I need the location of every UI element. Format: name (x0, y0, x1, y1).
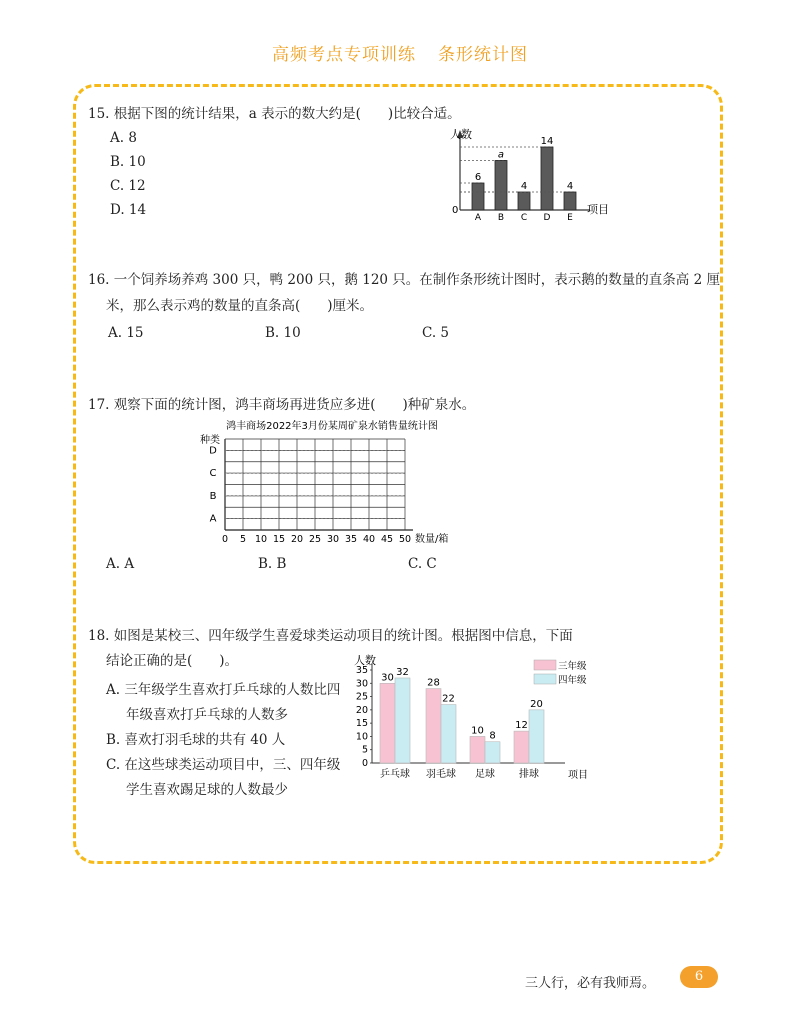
q15-x-tick: A (474, 213, 482, 221)
q17-x-tick: 50 (398, 534, 412, 545)
q18-bar-label: 10 (471, 725, 484, 737)
q18-legend-label: 三年级 (558, 661, 587, 672)
q16-option-a[interactable]: A. 15 (108, 325, 144, 341)
q18-ylabel: 人数 (354, 654, 376, 667)
q18-bar-grade4 (529, 710, 544, 763)
q15-x-tick: D (543, 213, 551, 221)
q15-bar-label: 4 (566, 181, 574, 192)
q15-x-tick: C (520, 213, 528, 221)
q15-xlabel: 项目 (587, 203, 609, 216)
q17-x-tick: 5 (239, 534, 247, 545)
q18-option-a-line2: 年级喜欢打乒乓球的人数多 (126, 707, 288, 723)
q18-legend-swatch (534, 660, 556, 670)
q17-x-tick: 0 (221, 534, 229, 545)
q18-x-tick: 乒乓球 (380, 769, 410, 780)
q18-bar-grade4 (441, 705, 456, 763)
q17-y-tick: C (209, 468, 217, 480)
q15-x-tick: E (567, 213, 573, 221)
q18-y-tick: 5 (361, 744, 368, 756)
q16-option-c[interactable]: C. 5 (422, 325, 450, 341)
q15-ylabel: 人数 (450, 128, 472, 141)
q15-bar-label: 14 (540, 136, 554, 147)
q18-legend-label: 四年级 (558, 675, 587, 686)
q17-option-b[interactable]: B. B (258, 556, 287, 572)
q18-option-c-line2: 学生喜欢踢足球的人数最少 (126, 782, 288, 798)
q18-bar-label: 28 (427, 677, 440, 689)
q17-option-c[interactable]: C. C (408, 556, 437, 572)
q15-x-tick: B (497, 213, 505, 221)
q18-bar-grade3 (380, 683, 395, 763)
q18-xlabel: 项目 (568, 770, 588, 781)
q18-legend-swatch (534, 674, 556, 684)
q18-option-a-line1[interactable]: A. 三年级学生喜欢打乒乓球的人数比四 (106, 682, 341, 698)
q15-option-b[interactable]: B. 10 (110, 154, 146, 170)
q17-y-tick: D (209, 445, 217, 457)
q17-chart-title: 鸿丰商场2022年3月份某周矿泉水销售量统计图 (226, 421, 438, 432)
q18-bar-grade4 (485, 742, 500, 763)
q18-bar-label: 12 (515, 720, 528, 732)
q18-stem-line2: 结论正确的是( )。 (106, 653, 239, 669)
q15-bar-E (564, 192, 576, 210)
q18-bar-label: 22 (442, 693, 455, 705)
q16-stem-line2: 米，那么表示鸡的数量的直条高( )厘米。 (106, 298, 374, 314)
q15-option-a[interactable]: A. 8 (110, 130, 137, 146)
q18-y-tick: 30 (355, 678, 368, 690)
q15-stem: 15. 根据下图的统计结果，a 表示的数大约是( )比较合适。 (88, 106, 461, 122)
q15-bar-label: 6 (474, 172, 482, 183)
q18-y-tick: 15 (355, 718, 368, 730)
q18-bar-label: 8 (489, 730, 496, 742)
q17-x-tick: 20 (290, 534, 304, 545)
q15-chart (440, 126, 620, 221)
q18-y-tick: 35 (355, 665, 368, 676)
q18-y-tick: 20 (355, 704, 368, 716)
q17-x-tick: 15 (272, 534, 286, 545)
q18-x-tick: 羽毛球 (426, 769, 456, 780)
page-header (0, 40, 800, 65)
q17-option-a[interactable]: A. A (106, 556, 135, 572)
q17-x-tick: 35 (344, 534, 358, 545)
q17-x-tick: 40 (362, 534, 376, 545)
header-subtitle: 条形统计图 (438, 45, 528, 65)
q18-option-c-line1[interactable]: C. 在这些球类运动项目中，三、四年级 (106, 757, 341, 773)
q18-bar-grade3 (426, 689, 441, 763)
q17-ylabel: 种类 (200, 435, 220, 446)
q18-bar-label: 30 (381, 672, 394, 684)
q17-chart (195, 417, 470, 550)
q17-x-tick: 45 (380, 534, 394, 545)
q18-x-tick: 排球 (519, 769, 539, 780)
q18-x-tick: 足球 (475, 769, 495, 780)
q15-bar-B (495, 161, 507, 211)
q18-y-tick: 0 (361, 758, 368, 769)
q18-bar-label: 32 (396, 666, 409, 678)
q17-x-tick: 30 (326, 534, 340, 545)
q17-x-tick: 25 (308, 534, 322, 545)
q15-option-c[interactable]: C. 12 (110, 178, 146, 194)
q18-y-tick: 25 (355, 691, 368, 703)
q18-y-tick: 10 (355, 731, 368, 743)
q17-x-tick: 10 (254, 534, 268, 545)
header-title: 高频考点专项训练 (272, 45, 416, 65)
footer-motto: 三人行，必有我师焉。 (525, 976, 656, 991)
q15-bar-A (472, 183, 484, 210)
q18-bar-grade4 (395, 678, 410, 763)
q17-y-tick: B (209, 490, 217, 502)
q17-xlabel: 数量/箱 (415, 534, 449, 545)
q15-bar-D (541, 147, 553, 210)
q16-stem-line1: 16. 一个饲养场养鸡 300 只，鸭 200 只，鹅 120 只。在制作条形统计图时，表示鹅的数量的直条高 2 厘 (88, 272, 720, 288)
q18-bar-label: 20 (530, 698, 543, 710)
q18-chart (350, 650, 600, 790)
q17-y-tick: A (209, 513, 217, 525)
q15-option-d[interactable]: D. 14 (110, 202, 147, 218)
q17-stem: 17. 观察下面的统计图，鸿丰商场再进货应多进( )种矿泉水。 (88, 397, 476, 413)
q15-origin: 0 (452, 205, 459, 216)
q16-option-b[interactable]: B. 10 (265, 325, 301, 341)
q15-bar-label: 4 (520, 181, 528, 192)
page-number: 6 (680, 966, 718, 988)
q18-bar-grade3 (514, 731, 529, 763)
q18-bar-grade3 (470, 736, 485, 763)
q18-option-b[interactable]: B. 喜欢打羽毛球的共有 40 人 (106, 732, 286, 748)
q15-bar-C (518, 192, 530, 210)
q15-bar-label: a (497, 149, 505, 161)
q18-stem-line1: 18. 如图是某校三、四年级学生喜爱球类运动项目的统计图。根据图中信息，下面 (88, 628, 573, 644)
